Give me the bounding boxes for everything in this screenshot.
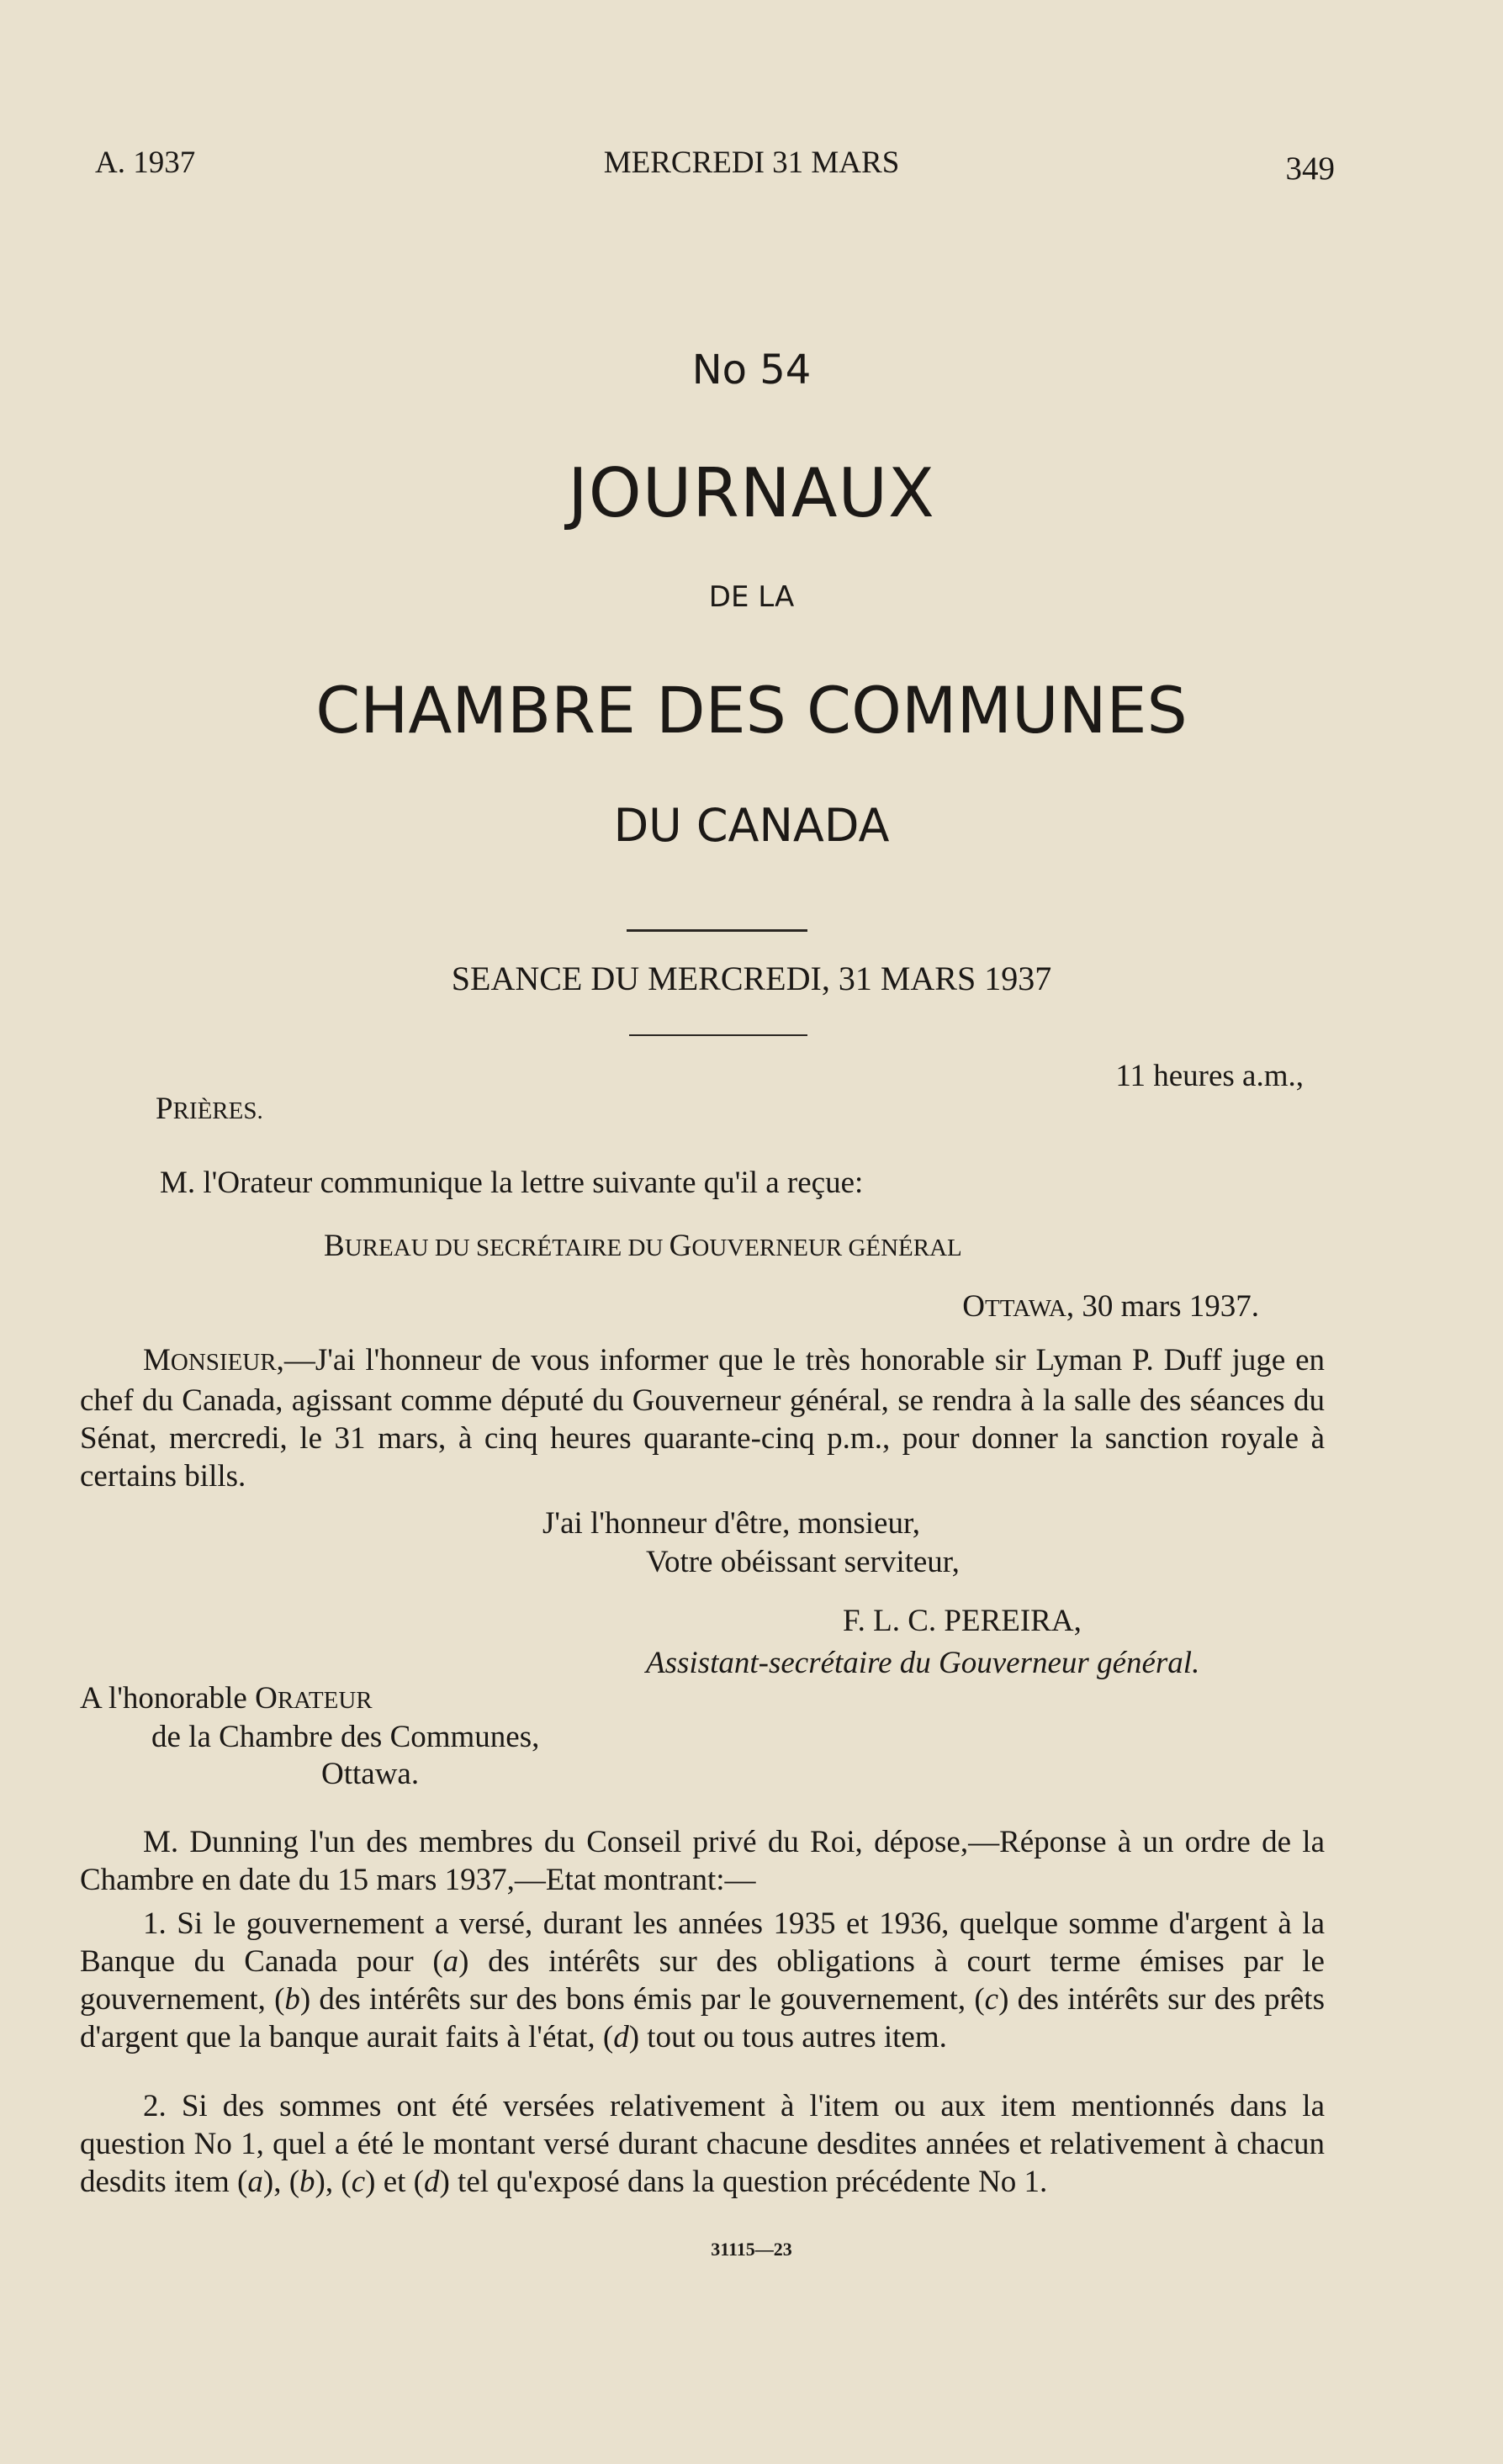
- item2-marker-d: d: [423, 2165, 440, 2199]
- item2-marker-b: b: [299, 2165, 315, 2199]
- title-canada: DU CANADA: [613, 799, 890, 852]
- orateur-small: RATEUR: [277, 1687, 373, 1714]
- letter-body: [80, 1341, 1325, 1495]
- seance-heading: SEANCE DU MERCREDI, 31 MARS 1937: [451, 960, 1052, 997]
- item2-text-b: ), (: [262, 2165, 300, 2199]
- gouverneur-small: OUVERNEUR GÉNÉRAL: [691, 1235, 962, 1261]
- question-item-2: [80, 2087, 1325, 2201]
- item1-text-d: ) des intérêts sur des prêts d'argent que la banque aurait faits à l'état, (: [80, 1982, 1325, 2054]
- separator-rule: [627, 929, 807, 932]
- address-line-1: [80, 1680, 373, 1716]
- bureau-small: UREAU DU SECRÉTAIRE DU: [344, 1235, 669, 1261]
- item1-marker-d: d: [613, 2020, 629, 2054]
- session-time: 11 heures a.m.,: [1115, 1059, 1304, 1093]
- bureau-heading: [324, 1228, 962, 1264]
- letter-text: ,—J'ai l'honneur de vous informer que le très honorable sir Lyman P. Duff juge en chef du Canada, agissant comme député du Gouverneur général, se rendra à la salle des séances du Sénat, mercredi, le 31 mars, à cinq heures quarante-cinq p.m., pour donner la sanction royale à certains bills.: [80, 1343, 1325, 1494]
- item2-text-c: ), (: [315, 2165, 352, 2199]
- printer-code: 31115—23: [711, 2239, 792, 2260]
- page-number: 349: [1285, 151, 1335, 187]
- item1-marker-b: b: [284, 1982, 300, 2017]
- address-line-2: de la Chambre des Communes,: [151, 1720, 540, 1754]
- item1-text-c: ) des intérêts sur des bons émis par le gouvernement, (: [299, 1982, 985, 2017]
- salutation-small: ONSIEUR: [170, 1349, 277, 1376]
- prayers-heading: [156, 1091, 263, 1127]
- speaker-line: M. l'Orateur communique la lettre suivante qu'il a reçue:: [160, 1166, 864, 1200]
- dunning-paragraph: M. Dunning l'un des membres du Conseil privé du Roi, dépose,—Réponse à un ordre de la Chambre en date du 15 mars 1937,—Etat montrant:—: [80, 1825, 1325, 1897]
- prayers-cap: P: [156, 1092, 173, 1126]
- item2-text-a: 2. Si des sommes ont été versées relativement à l'item ou aux item mentionnés dans la question No 1, quel a été le montant versé durant chacune desdites années et relativement à chacun desdits item (: [80, 2089, 1325, 2199]
- separator-rule-small: [629, 1034, 807, 1036]
- address-line-3: Ottawa.: [321, 1757, 420, 1791]
- closing-line-1: J'ai l'honneur d'être, monsieur,: [542, 1506, 921, 1541]
- issue-number: No 54: [691, 346, 812, 394]
- item2-text-e: ) tel qu'exposé dans la question précédente No 1.: [439, 2165, 1048, 2199]
- signature-title: Assistant-secrétaire du Gouverneur général.: [646, 1646, 1200, 1680]
- header-date: MERCREDI 31 MARS: [603, 145, 900, 180]
- prayers-small: RIÈRES.: [172, 1097, 263, 1124]
- item1-text-a: 1. Si le gouvernement a versé, durant les années 1935 et 1936, quelque somme d'argent à la Banque du Canada pour (: [80, 1906, 1325, 1979]
- title-chambre: CHAMBRE DES COMMUNES: [315, 673, 1188, 748]
- item1-text-e: ) tout ou tous autres item.: [628, 2020, 947, 2054]
- date-rest: , 30 mars 1937.: [1066, 1289, 1259, 1324]
- title-journaux: JOURNAUX: [568, 454, 935, 532]
- question-item-1: [80, 1905, 1325, 2056]
- item2-marker-a: a: [247, 2165, 263, 2199]
- orateur-cap: O: [255, 1681, 278, 1716]
- letter-date: [962, 1288, 1259, 1325]
- item1-marker-a: a: [442, 1944, 459, 1979]
- ottawa-cap: O: [962, 1289, 985, 1324]
- header-year: A. 1937: [95, 145, 196, 180]
- bureau-cap: B: [324, 1229, 345, 1263]
- title-de-la: DE LA: [708, 580, 795, 614]
- address-prefix: A l'honorable: [80, 1681, 256, 1716]
- gouverneur-cap: G: [669, 1229, 692, 1263]
- item1-marker-c: c: [984, 1982, 999, 2017]
- ottawa-small: TTAWA: [984, 1295, 1066, 1322]
- item2-marker-c: c: [351, 2165, 366, 2199]
- salutation-cap: M: [143, 1343, 171, 1377]
- signature-name: F. L. C. PEREIRA,: [843, 1604, 1082, 1638]
- closing-line-2: Votre obéissant serviteur,: [646, 1545, 960, 1579]
- item1-text-b: ) des intérêts sur des obligations à court terme émises par le gouvernement, (: [80, 1944, 1325, 2017]
- item2-text-d: ) et (: [365, 2165, 424, 2199]
